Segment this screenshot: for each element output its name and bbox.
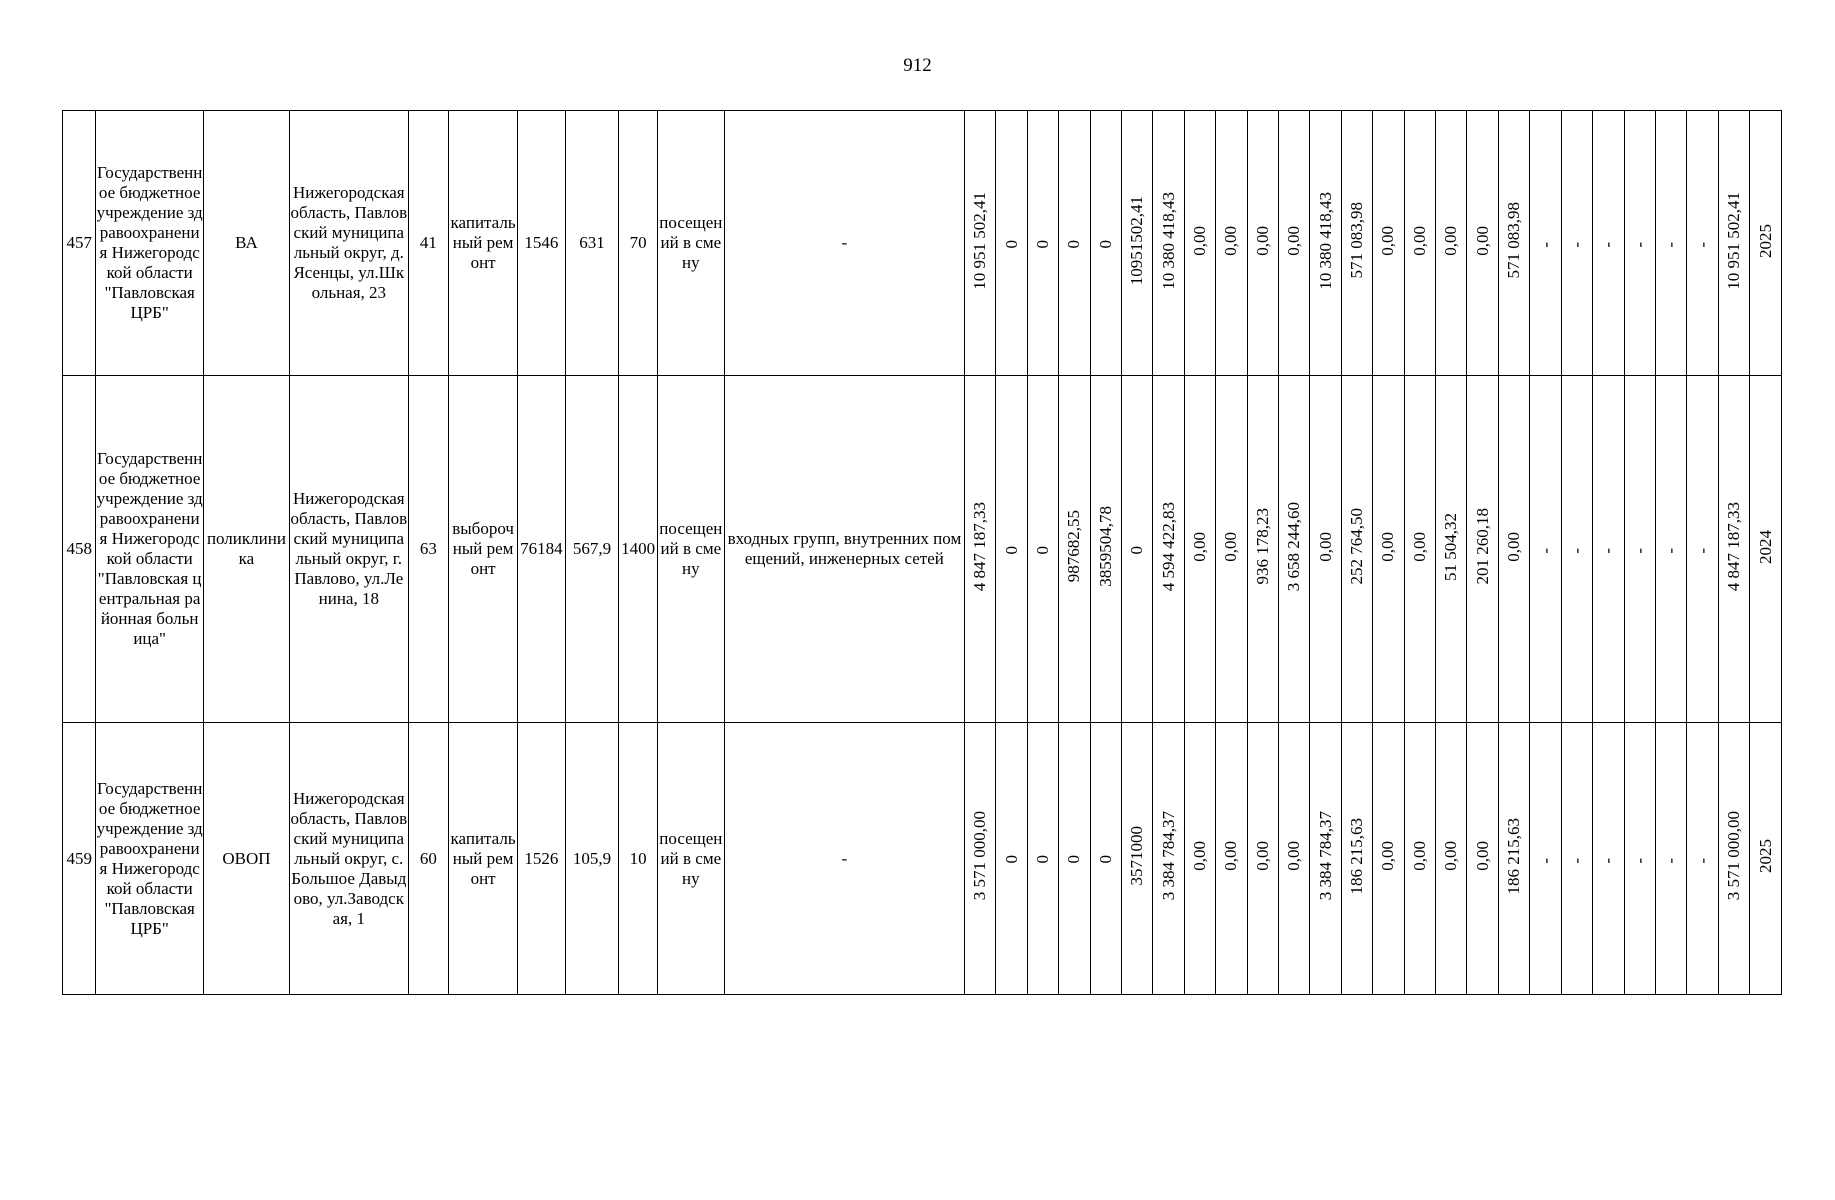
- amount-cell: [1247, 723, 1278, 995]
- amount-value: 0,00: [1378, 531, 1398, 562]
- amount-cell: [1467, 376, 1498, 723]
- amount-cell: [1184, 376, 1215, 723]
- amount-value: 2025: [1755, 839, 1775, 873]
- amount-value: 0: [1033, 239, 1052, 248]
- amount-cell: [1122, 723, 1153, 995]
- column-6-value: 1526: [518, 723, 566, 995]
- amount-cell: [1310, 376, 1341, 723]
- amount-value: 0: [1127, 545, 1147, 554]
- amount-value: 10 380 418,43: [1315, 191, 1335, 290]
- amount-value: 0: [1033, 855, 1052, 864]
- capacity-unit: посещений в смену: [657, 111, 724, 376]
- amount-cell: [964, 111, 995, 376]
- amount-cell: [1404, 376, 1435, 723]
- column-4-value: 60: [408, 723, 449, 995]
- amount-value: 0,00: [1504, 531, 1524, 562]
- amount-value: 0,00: [1221, 841, 1241, 871]
- amount-value: -: [1692, 242, 1712, 248]
- amount-cell: [1027, 376, 1058, 723]
- amount-value: -: [1629, 242, 1649, 248]
- amount-value: 10 380 418,43: [1158, 191, 1178, 290]
- amount-value: 2025: [1755, 223, 1775, 258]
- amount-value: 0,00: [1441, 225, 1461, 256]
- amount-cell: [1687, 723, 1718, 995]
- amount-value: 0,00: [1221, 531, 1241, 562]
- row-number: 459: [63, 723, 96, 995]
- amount-value: 10951502,41: [1127, 195, 1147, 286]
- column-4-value: 41: [408, 111, 449, 376]
- amount-value: 3 571 000,00: [1723, 811, 1743, 901]
- amount-cell: [1467, 111, 1498, 376]
- table-row: [63, 723, 1782, 995]
- amount-value: 4 847 187,33: [970, 501, 990, 592]
- amount-value: 4 847 187,33: [1723, 501, 1743, 592]
- column-8-value: 70: [619, 111, 658, 376]
- amount-cell: [1655, 111, 1686, 376]
- amount-value: 0,00: [1284, 225, 1304, 256]
- amount-cell: [1122, 111, 1153, 376]
- amount-cell: [1373, 376, 1404, 723]
- column-7-value: 105,9: [565, 723, 619, 995]
- amount-value: 0: [1095, 239, 1115, 248]
- amount-value: 3859504,78: [1095, 506, 1115, 587]
- amount-value: -: [1535, 548, 1555, 554]
- column-7-value: 567,9: [565, 376, 619, 723]
- amount-cell: [1718, 111, 1749, 376]
- amount-cell: [1153, 111, 1184, 376]
- amount-cell: [1090, 111, 1121, 376]
- amount-cell: [1059, 111, 1090, 376]
- work-description: входных групп, внутренних помещений, инженерных сетей: [724, 376, 964, 723]
- object-type: ОВОП: [203, 723, 289, 995]
- amount-cell: [1498, 723, 1529, 995]
- amount-cell: [1718, 723, 1749, 995]
- amount-cell: [1593, 723, 1624, 995]
- address: Нижегородская область, Павловский муниципальный округ, с. Большое Давыдово, ул.Заводская, 1: [290, 723, 409, 995]
- amount-cell: [1530, 376, 1561, 723]
- amount-cell: [1436, 376, 1467, 723]
- amount-value: 0: [1095, 855, 1115, 864]
- amount-cell: [1341, 723, 1372, 995]
- amount-value: -: [1566, 242, 1586, 248]
- amount-value: 0,00: [1409, 531, 1429, 562]
- amount-cell: [1059, 723, 1090, 995]
- amount-value: 0: [1001, 239, 1021, 248]
- facilities-table: [62, 110, 1782, 995]
- row-number: 457: [63, 111, 96, 376]
- amount-value: 3 384 784,37: [1315, 811, 1335, 901]
- amount-cell: [1750, 376, 1782, 723]
- amount-value: -: [1535, 242, 1555, 248]
- amount-cell: [1341, 111, 1372, 376]
- amount-cell: [1310, 723, 1341, 995]
- amount-value: 571 083,98: [1504, 202, 1524, 279]
- work-type: капитальный ремонт: [449, 723, 518, 995]
- amount-cell: [1404, 723, 1435, 995]
- amount-cell: [1655, 376, 1686, 723]
- amount-cell: [1341, 376, 1372, 723]
- amount-value: 0,00: [1284, 841, 1304, 871]
- amount-value: -: [1598, 242, 1618, 248]
- amount-cell: [1310, 111, 1341, 376]
- amount-cell: [1279, 723, 1310, 995]
- column-8-value: 1400: [619, 376, 658, 723]
- amount-value: -: [1661, 857, 1681, 864]
- amount-cell: [1655, 723, 1686, 995]
- amount-value: -: [1535, 857, 1555, 864]
- amount-value: 0,00: [1252, 841, 1272, 871]
- amount-value: 0,00: [1190, 225, 1210, 256]
- amount-cell: [1561, 111, 1592, 376]
- amount-value: 0,00: [1190, 531, 1210, 562]
- amount-value: 0: [1033, 545, 1052, 554]
- amount-value: 0,00: [1315, 531, 1335, 562]
- amount-cell: [1624, 111, 1655, 376]
- amount-value: 201 260,18: [1472, 508, 1492, 585]
- column-4-value: 63: [408, 376, 449, 723]
- amount-cell: [1624, 723, 1655, 995]
- amount-cell: [1404, 111, 1435, 376]
- amount-value: 0,00: [1378, 841, 1398, 871]
- amount-cell: [1090, 723, 1121, 995]
- table-row: [63, 376, 1782, 723]
- amount-cell: [1624, 376, 1655, 723]
- page-number: 912: [903, 55, 932, 76]
- amount-cell: [1027, 111, 1058, 376]
- amount-cell: [1216, 723, 1247, 995]
- amount-cell: [1530, 111, 1561, 376]
- work-description: -: [724, 111, 964, 376]
- amount-cell: [1247, 376, 1278, 723]
- amount-cell: [1687, 376, 1718, 723]
- amount-cell: [1216, 376, 1247, 723]
- amount-cell: [1498, 376, 1529, 723]
- amount-cell: [1530, 723, 1561, 995]
- amount-value: -: [1692, 548, 1712, 554]
- amount-value: 3 571 000,00: [970, 811, 990, 901]
- amount-value: 10 951 502,41: [970, 191, 990, 290]
- amount-value: 936 178,23: [1252, 508, 1272, 585]
- amount-value: 0,00: [1409, 841, 1429, 871]
- amount-value: 0,00: [1472, 225, 1492, 256]
- amount-value: 51 504,32: [1441, 512, 1461, 581]
- amount-cell: [1498, 111, 1529, 376]
- amount-value: 0,00: [1378, 225, 1398, 256]
- amount-cell: [1090, 376, 1121, 723]
- amount-value: 0: [1001, 855, 1021, 864]
- organization-name: Государственное бюджетное учреждение здравоохранения Нижегородской области "Павловская центральная районная больница": [96, 376, 203, 723]
- amount-cell: [1436, 111, 1467, 376]
- organization-name: Государственное бюджетное учреждение здравоохранения Нижегородской области "Павловская ЦРБ": [96, 723, 203, 995]
- amount-value: -: [1598, 548, 1618, 554]
- amount-cell: [1687, 111, 1718, 376]
- amount-cell: [1153, 376, 1184, 723]
- amount-value: -: [1566, 548, 1586, 554]
- amount-cell: [996, 376, 1027, 723]
- amount-value: -: [1661, 242, 1681, 248]
- address: Нижегородская область, Павловский муниципальный округ, д. Ясенцы, ул.Школьная, 23: [290, 111, 409, 376]
- amount-value: 186 215,63: [1347, 817, 1367, 895]
- amount-value: -: [1629, 857, 1649, 864]
- amount-cell: [1122, 376, 1153, 723]
- amount-value: -: [1661, 548, 1681, 554]
- amount-cell: [1153, 723, 1184, 995]
- object-type: ВА: [203, 111, 289, 376]
- amount-value: 571 083,98: [1347, 202, 1367, 279]
- amount-value: 0: [1001, 545, 1021, 554]
- table-row: [63, 111, 1782, 376]
- amount-value: -: [1692, 857, 1712, 864]
- amount-cell: [1436, 723, 1467, 995]
- amount-cell: [964, 723, 995, 995]
- amount-cell: [1059, 376, 1090, 723]
- amount-cell: [1247, 111, 1278, 376]
- work-type: капитальный ремонт: [449, 111, 518, 376]
- column-6-value: 1546: [518, 111, 566, 376]
- work-description: -: [724, 723, 964, 995]
- column-7-value: 631: [565, 111, 619, 376]
- object-type: поликлиника: [203, 376, 289, 723]
- amount-value: -: [1566, 857, 1586, 864]
- amount-value: 0: [1064, 855, 1084, 864]
- amount-cell: [1373, 723, 1404, 995]
- amount-cell: [996, 111, 1027, 376]
- amount-cell: [1279, 376, 1310, 723]
- amount-cell: [1718, 376, 1749, 723]
- amount-value: 10 951 502,41: [1723, 191, 1743, 290]
- amount-cell: [1373, 111, 1404, 376]
- amount-value: 0,00: [1441, 841, 1461, 871]
- amount-value: 186 215,63: [1504, 817, 1524, 895]
- amount-value: 3 384 784,37: [1158, 811, 1178, 901]
- amount-cell: [1467, 723, 1498, 995]
- amount-cell: [1279, 111, 1310, 376]
- amount-cell: [1561, 376, 1592, 723]
- amount-cell: [1184, 111, 1215, 376]
- amount-value: -: [1629, 548, 1649, 554]
- row-number: 458: [63, 376, 96, 723]
- amount-cell: [1750, 723, 1782, 995]
- amount-cell: [1027, 723, 1058, 995]
- amount-cell: [1750, 111, 1782, 376]
- amount-value: 252 764,50: [1347, 508, 1367, 585]
- amount-value: 3 658 244,60: [1284, 501, 1304, 592]
- capacity-unit: посещений в смену: [657, 376, 724, 723]
- amount-cell: [1561, 723, 1592, 995]
- amount-value: 0: [1064, 239, 1084, 248]
- work-type: выборочный ремонт: [449, 376, 518, 723]
- amount-cell: [1593, 111, 1624, 376]
- amount-value: 0,00: [1252, 225, 1272, 256]
- organization-name: Государственное бюджетное учреждение здравоохранения Нижегородской области "Павловская ЦРБ": [96, 111, 203, 376]
- column-8-value: 10: [619, 723, 658, 995]
- amount-value: 0,00: [1472, 841, 1492, 871]
- amount-value: 4 594 422,83: [1158, 501, 1178, 592]
- amount-cell: [996, 723, 1027, 995]
- capacity-unit: посещений в смену: [657, 723, 724, 995]
- amount-value: 987682,55: [1064, 510, 1084, 583]
- column-6-value: 76184: [518, 376, 566, 723]
- amount-value: 0,00: [1409, 225, 1429, 256]
- amount-cell: [1216, 111, 1247, 376]
- amount-value: 3571000: [1127, 826, 1147, 886]
- amount-value: 0,00: [1190, 841, 1210, 871]
- amount-value: 0,00: [1221, 225, 1241, 256]
- amount-value: 2024: [1755, 529, 1775, 564]
- amount-cell: [1184, 723, 1215, 995]
- amount-value: -: [1598, 857, 1618, 864]
- amount-cell: [964, 376, 995, 723]
- amount-cell: [1593, 376, 1624, 723]
- address: Нижегородская область, Павловский муниципальный округ, г. Павлово, ул.Ленина, 18: [290, 376, 409, 723]
